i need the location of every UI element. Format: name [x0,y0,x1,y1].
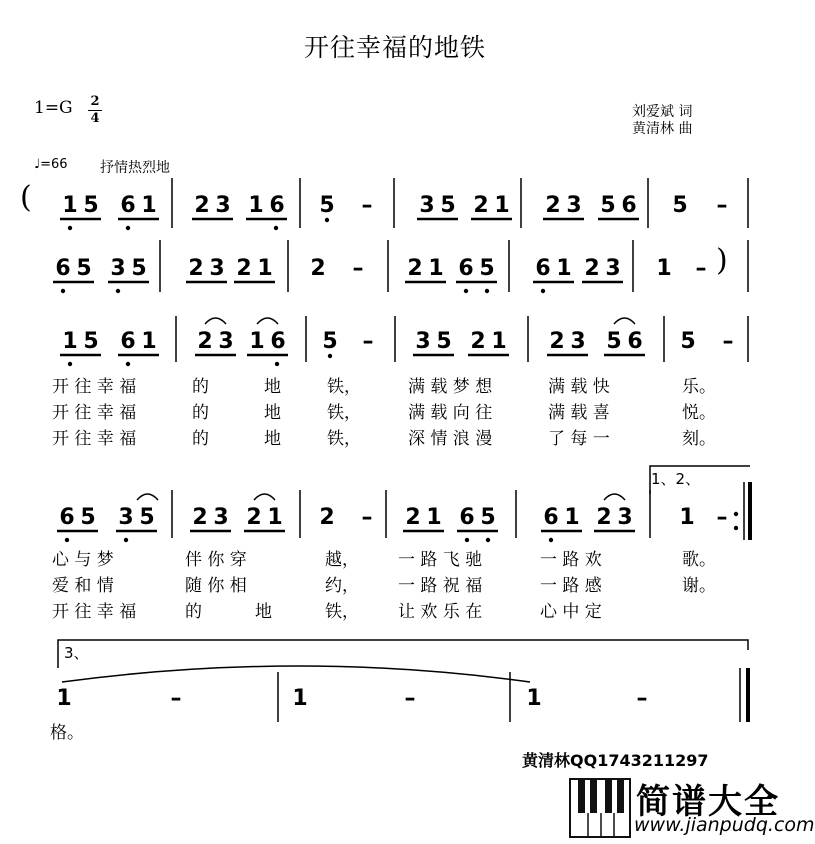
octave-dot [124,538,128,542]
verse3-lyric: 了 每 一 [548,429,610,449]
intro-note-pair: 2 [473,193,489,218]
octave-dot [734,526,738,530]
intro-note-pair: 1 [428,256,444,281]
intro-note-pair: 2 [407,256,423,281]
verse1-lyric: 越， [325,550,359,570]
verse2-lyric: 一 路 感 [540,576,602,596]
verse1-lyric: 一 路 飞 驰 [398,550,483,570]
melody-note-pair: 6 [120,329,136,354]
verse3-lyric: 开 往 幸 福 [52,602,137,622]
intro-note-pair: 5 [131,256,147,281]
verse3-lyric: 铁， [325,602,359,622]
verse1-lyric: 铁， [327,377,361,397]
final-lyric: 格。 [50,723,84,743]
intro-note-pair: 5 [479,256,495,281]
intro-note: 1 [656,256,672,281]
melody-note-pair: 1 [491,329,507,354]
verse1-lyric: 一 路 欢 [540,550,602,570]
slur [137,494,158,500]
intro-note: 5 [319,193,335,218]
melody-dash: – [636,686,648,711]
octave-dot [465,538,469,542]
verse3-lyric: 铁， [327,429,361,449]
melody-note-pair: 1 [62,329,78,354]
intro-note-pair: 2 [545,193,561,218]
octave-dot [116,289,120,293]
verse3-lyric: 让 欢 乐 在 [398,602,483,622]
tie-long [62,666,530,682]
watermark-title: 简谱大全 [636,782,780,822]
verse2-lyric: 谢。 [682,576,716,596]
melody-note-pair: 6 [59,505,75,530]
intro-note-pair: 3 [566,193,582,218]
melody-note-pair: 1 [267,505,283,530]
verse1-lyric: 开 往 幸 福 [52,377,137,397]
melody-note-pair: 2 [197,329,213,354]
slur [257,318,278,324]
verse3-lyric: 心 中 定 [540,602,602,622]
octave-dot [485,289,489,293]
verse1-lyric: 心 与 梦 [52,550,114,570]
verse2-lyric: 的 [192,403,209,423]
intro-note-pair: 6 [55,256,71,281]
intro-open-paren: ( [20,180,32,215]
melody-note: 1 [679,505,695,530]
verse3-lyric: 深 情 浪 漫 [408,429,493,449]
intro-note-pair: 3 [209,256,225,281]
watermark-url: www.jianpudq.com [634,814,815,836]
verse2-lyric: 铁， [327,403,361,423]
melody-note-pair: 2 [405,505,421,530]
melody-note-pair: 2 [192,505,208,530]
verse3-lyric: 开 往 幸 福 [52,429,137,449]
melody-note-pair: 2 [470,329,486,354]
melody-note-pair: 5 [480,505,496,530]
verse2-lyric: 约， [325,576,359,596]
verse1-lyric: 满 载 梦 想 [408,377,493,397]
melody-dash: – [170,686,182,711]
expression-mark: 抒情热烈地 [100,160,170,176]
slur [254,494,275,500]
composer: 黄清林 曲 [632,121,693,137]
melody-note-pair: 3 [218,329,234,354]
melody-note-pair: 5 [80,505,96,530]
song-title: 开往幸福的地铁 [303,33,486,62]
octave-dot [549,538,553,542]
intro-note-pair: 1 [248,193,264,218]
intro-note-pair: 2 [194,193,210,218]
intro-note-pair: 1 [257,256,273,281]
octave-dot [126,226,130,230]
verse2-lyric: 随 你 相 [185,576,247,596]
melody-dash: – [361,505,373,530]
verse3-lyric: 地 [264,429,281,449]
intro-note-pair: 2 [584,256,600,281]
octave-dot [68,362,72,366]
melody-note: 1 [56,686,72,711]
intro-note-pair: 3 [419,193,435,218]
melody-note-pair: 3 [617,505,633,530]
melody-note-pair: 6 [543,505,559,530]
verse2-lyric: 开 往 幸 福 [52,403,137,423]
intro-note-pair: 6 [535,256,551,281]
verse1-lyric: 满 载 快 [548,377,610,397]
time-signature-top: 2 [90,94,100,109]
melody-note-pair: 1 [141,329,157,354]
intro-note-pair: 5 [440,193,456,218]
intro-note-pair: 6 [269,193,285,218]
octave-dot [126,362,130,366]
melody-note: 1 [292,686,308,711]
intro-note-pair: 6 [458,256,474,281]
melody-note-pair: 6 [270,329,286,354]
intro-dash: – [716,193,728,218]
slur [205,318,226,324]
intro-note: 2 [310,256,326,281]
octave-dot [275,362,279,366]
verse1-lyric: 地 [264,377,281,397]
melody-note-pair: 3 [570,329,586,354]
intro-note-pair: 1 [556,256,572,281]
volta-2-bracket [58,640,748,668]
intro-note-pair: 2 [236,256,252,281]
verse1-lyric: 乐。 [682,377,716,397]
melody-note-pair: 2 [246,505,262,530]
octave-dot [541,289,545,293]
verse3-lyric: 地 [255,602,272,622]
intro-note-pair: 5 [600,193,616,218]
intro-note-pair: 5 [83,193,99,218]
verse3-lyric: 的 [185,602,202,622]
melody-dash: – [716,505,728,530]
melody-note-pair: 3 [415,329,431,354]
octave-dot [325,218,329,222]
intro-note-pair: 5 [76,256,92,281]
intro-note-pair: 6 [120,193,136,218]
melody-note-pair: 1 [426,505,442,530]
intro-note: 5 [672,193,688,218]
melody-dash: – [362,329,374,354]
melody-note: 2 [319,505,335,530]
octave-dot [274,226,278,230]
verse2-lyric: 满 载 喜 [548,403,610,423]
intro-note-pair: 1 [141,193,157,218]
melody-note-pair: 5 [606,329,622,354]
verse3-lyric: 的 [192,429,209,449]
melody-note-pair: 1 [249,329,265,354]
intro-note-pair: 3 [215,193,231,218]
verse1-lyric: 歌。 [682,550,716,570]
octave-dot [61,289,65,293]
melody-note: 1 [526,686,542,711]
melody-note-pair: 5 [436,329,452,354]
verse2-lyric: 悦。 [682,403,716,423]
melody-note-pair: 3 [213,505,229,530]
intro-dash: – [695,256,707,281]
intro-note-pair: 1 [494,193,510,218]
verse2-lyric: 满 载 向 往 [408,403,493,423]
intro-dash: – [361,193,373,218]
octave-dot [464,289,468,293]
octave-dot [328,354,332,358]
melody-note-pair: 1 [564,505,580,530]
melody-note: 5 [680,329,696,354]
melody-note-pair: 5 [83,329,99,354]
verse2-lyric: 一 路 祝 福 [398,576,483,596]
octave-dot [486,538,490,542]
melody-note-pair: 2 [549,329,565,354]
time-signature-bottom: 4 [90,111,100,126]
volta-1-label: 1、2、 [651,470,701,488]
verse1-lyric: 的 [192,377,209,397]
intro-dash: – [352,256,364,281]
verse2-lyric: 地 [264,403,281,423]
composer-signature: 黄清林QQ1743211297 [522,751,709,770]
intro-note-pair: 2 [188,256,204,281]
octave-dot [65,538,69,542]
key-signature: 1=G [34,98,73,118]
melody-dash: – [404,686,416,711]
melody-note-pair: 5 [139,505,155,530]
slur [614,318,635,324]
lyricist: 刘爱斌 词 [632,104,693,120]
intro-note-pair: 3 [110,256,126,281]
melody-note: 5 [322,329,338,354]
intro-close-paren: ) [716,243,728,278]
octave-dot [68,226,72,230]
melody-note-pair: 6 [459,505,475,530]
slur [604,494,625,500]
intro-note-pair: 6 [621,193,637,218]
intro-note-pair: 1 [62,193,78,218]
melody-note-pair: 2 [596,505,612,530]
melody-note-pair: 6 [627,329,643,354]
octave-dot [734,512,738,516]
intro-note-pair: 3 [605,256,621,281]
verse3-lyric: 刻。 [682,429,716,449]
melody-dash: – [722,329,734,354]
verse2-lyric: 爱 和 情 [52,576,114,596]
verse1-lyric: 伴 你 穿 [185,550,247,570]
volta-2-label: 3、 [64,644,89,662]
melody-note-pair: 3 [118,505,134,530]
tempo-mark: ♩=66 [34,157,68,172]
